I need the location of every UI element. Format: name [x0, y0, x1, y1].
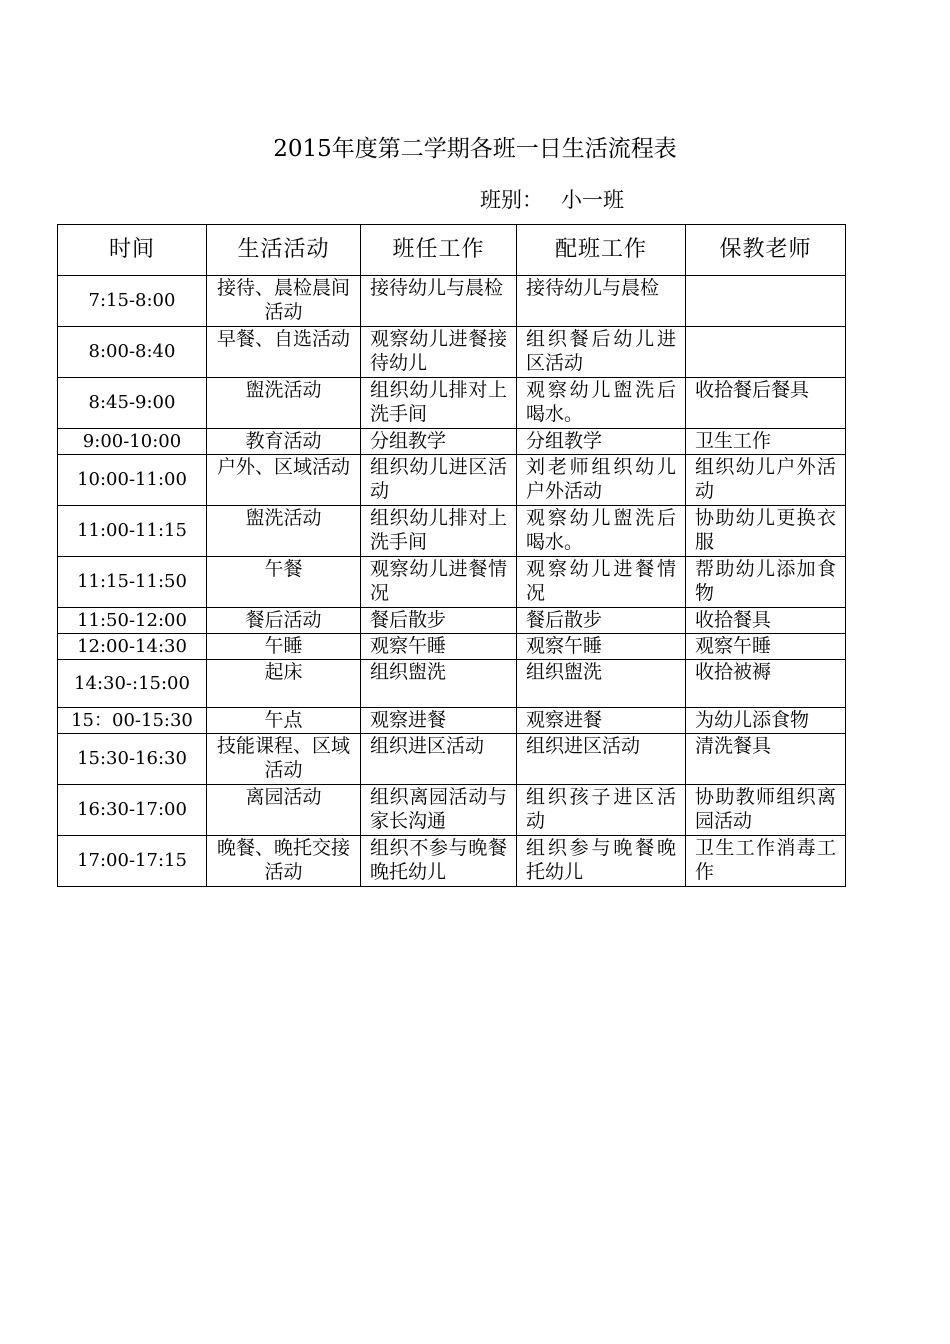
caregiver-cell: 收拾餐后餐具: [686, 378, 846, 429]
activity-cell: 午睡: [207, 634, 361, 660]
assistant-teacher-cell: 组织进区活动: [517, 734, 686, 785]
table-header-row: [58, 225, 846, 276]
page-title: 2015年度第二学期各班一日生活流程表: [273, 136, 677, 162]
table-row: [58, 634, 846, 660]
head-teacher-cell: 组织盥洗: [361, 660, 517, 708]
table-row: [58, 557, 846, 608]
activity-cell: 起床: [207, 660, 361, 708]
caregiver-cell: 为幼儿添食物: [686, 708, 846, 734]
time-cell: 8:00-8:40: [58, 327, 207, 378]
time-cell: 11:50-12:00: [58, 608, 207, 634]
table-row: [58, 660, 846, 708]
class-label-text: 班别：: [480, 188, 543, 212]
head-teacher-cell: 组织进区活动: [361, 734, 517, 785]
class-label: [480, 185, 624, 215]
activity-cell: 接待、晨检晨间活动: [207, 276, 361, 327]
head-teacher-cell: 接待幼儿与晨检: [361, 276, 517, 327]
table-row: [58, 506, 846, 557]
head-teacher-cell: 组织幼儿排对上洗手间: [361, 378, 517, 429]
head-teacher-cell: 组织幼儿排对上洗手间: [361, 506, 517, 557]
table-row: [58, 708, 846, 734]
time-cell: 8:45-9:00: [58, 378, 207, 429]
assistant-teacher-cell: 餐后散步: [517, 608, 686, 634]
activity-cell: 离园活动: [207, 785, 361, 836]
header-time: 时间: [58, 225, 207, 276]
assistant-teacher-cell: 观察幼儿盥洗后喝水。: [517, 506, 686, 557]
time-cell: 17:00-17:15: [58, 836, 207, 887]
time-cell: 11:15-11:50: [58, 557, 207, 608]
table-row: [58, 836, 846, 887]
time-cell: 14:30-:15:00: [58, 660, 207, 708]
activity-cell: 教育活动: [207, 429, 361, 455]
head-teacher-cell: 分组教学: [361, 429, 517, 455]
table-row: [58, 734, 846, 785]
table-row: [58, 785, 846, 836]
table-row: [58, 455, 846, 506]
caregiver-cell: 卫生工作: [686, 429, 846, 455]
assistant-teacher-cell: 观察午睡: [517, 634, 686, 660]
caregiver-cell: 观察午睡: [686, 634, 846, 660]
activity-cell: 午点: [207, 708, 361, 734]
head-teacher-cell: 组织离园活动与家长沟通: [361, 785, 517, 836]
table-row: [58, 276, 846, 327]
head-teacher-cell: 观察幼儿进餐情况: [361, 557, 517, 608]
activity-cell: 户外、区域活动: [207, 455, 361, 506]
header-caregiver: 保教老师: [686, 225, 846, 276]
caregiver-cell: 收拾餐具: [686, 608, 846, 634]
activity-cell: 盥洗活动: [207, 506, 361, 557]
head-teacher-cell: 观察进餐: [361, 708, 517, 734]
time-cell: 15:30-16:30: [58, 734, 207, 785]
time-cell: 12:00-14:30: [58, 634, 207, 660]
assistant-teacher-cell: 接待幼儿与晨检: [517, 276, 686, 327]
activity-cell: 晚餐、晚托交接活动: [207, 836, 361, 887]
class-name: 小一班: [561, 188, 624, 212]
activity-cell: 盥洗活动: [207, 378, 361, 429]
assistant-teacher-cell: 刘老师组织幼儿户外活动: [517, 455, 686, 506]
head-teacher-cell: 观察午睡: [361, 634, 517, 660]
activity-cell: 餐后活动: [207, 608, 361, 634]
activity-cell: 早餐、自选活动: [207, 327, 361, 378]
head-teacher-cell: 餐后散步: [361, 608, 517, 634]
assistant-teacher-cell: 观察幼儿进餐情况: [517, 557, 686, 608]
table-row: [58, 327, 846, 378]
caregiver-cell: 收拾被褥: [686, 660, 846, 708]
caregiver-cell: [686, 276, 846, 327]
table-row: [58, 429, 846, 455]
table-row: [58, 608, 846, 634]
assistant-teacher-cell: 组织孩子进区活动: [517, 785, 686, 836]
caregiver-cell: 协助幼儿更换衣服: [686, 506, 846, 557]
header-head-teacher: 班任工作: [361, 225, 517, 276]
caregiver-cell: 帮助幼儿添加食物: [686, 557, 846, 608]
time-cell: 7:15-8:00: [58, 276, 207, 327]
activity-cell: 午餐: [207, 557, 361, 608]
schedule-table: [57, 224, 846, 887]
assistant-teacher-cell: 分组教学: [517, 429, 686, 455]
header-assistant-teacher: 配班工作: [517, 225, 686, 276]
head-teacher-cell: 观察幼儿进餐接待幼儿: [361, 327, 517, 378]
caregiver-cell: 协助教师组织离园活动: [686, 785, 846, 836]
caregiver-cell: [686, 327, 846, 378]
assistant-teacher-cell: 观察进餐: [517, 708, 686, 734]
header-activity: 生活活动: [207, 225, 361, 276]
head-teacher-cell: 组织幼儿进区活动: [361, 455, 517, 506]
table-row: [58, 378, 846, 429]
caregiver-cell: 组织幼儿户外活动: [686, 455, 846, 506]
assistant-teacher-cell: 组织参与晚餐晚托幼儿: [517, 836, 686, 887]
assistant-teacher-cell: 组织盥洗: [517, 660, 686, 708]
time-cell: 11:00-11:15: [58, 506, 207, 557]
time-cell: 9:00-10:00: [58, 429, 207, 455]
assistant-teacher-cell: 组织餐后幼儿进区活动: [517, 327, 686, 378]
activity-cell: 技能课程、区域活动: [207, 734, 361, 785]
time-cell: 16:30-17:00: [58, 785, 207, 836]
caregiver-cell: 卫生工作消毒工作: [686, 836, 846, 887]
time-cell: 10:00-11:00: [58, 455, 207, 506]
assistant-teacher-cell: 观察幼儿盥洗后喝水。: [517, 378, 686, 429]
head-teacher-cell: 组织不参与晚餐晚托幼儿: [361, 836, 517, 887]
time-cell: 15：00-15:30: [58, 708, 207, 734]
caregiver-cell: 清洗餐具: [686, 734, 846, 785]
